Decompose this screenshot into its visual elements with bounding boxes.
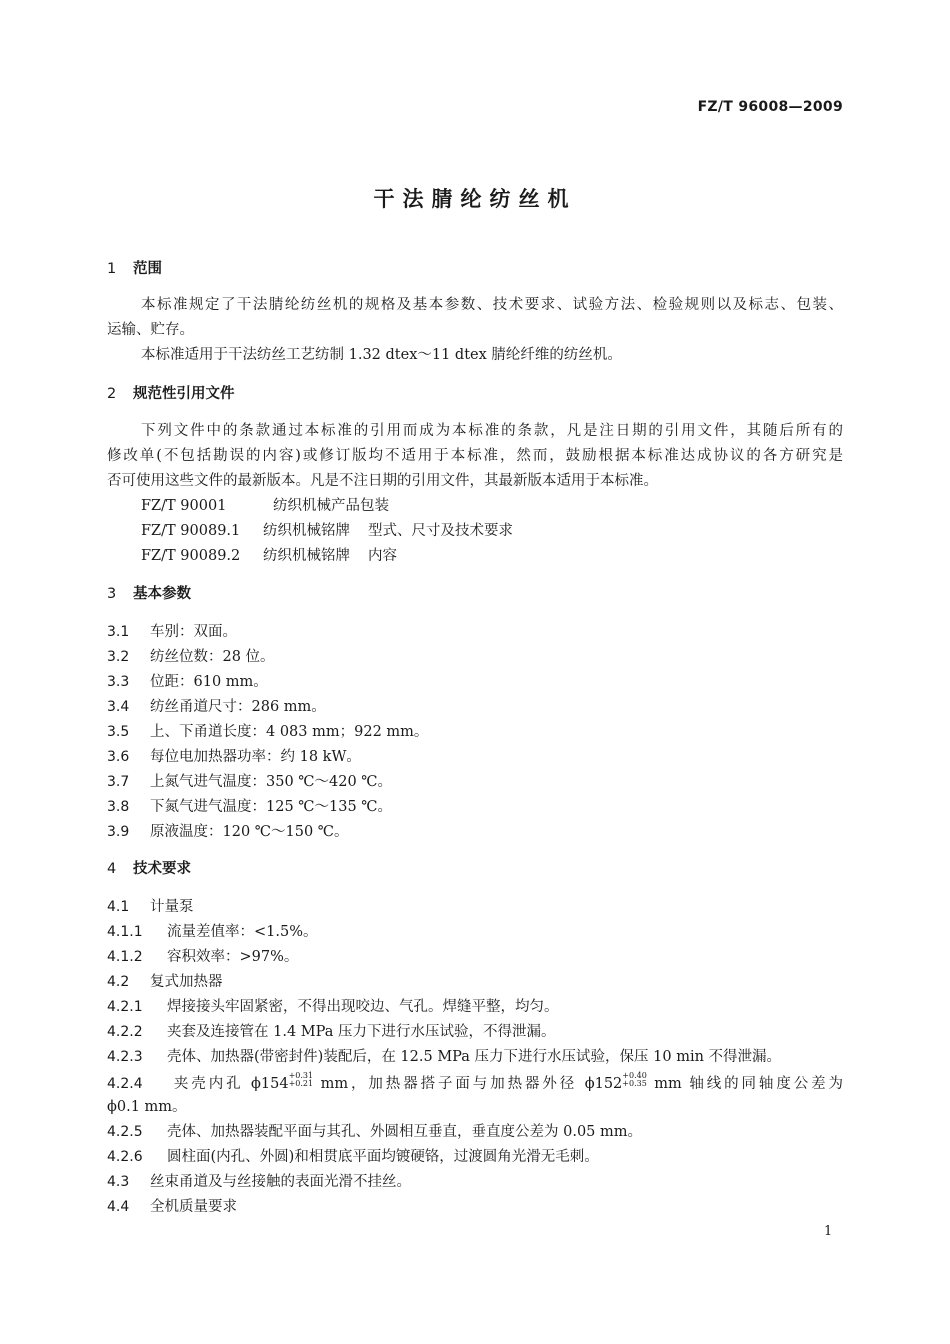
section-title: 范围 <box>133 261 162 277</box>
clause-number: 3.1 <box>107 624 130 640</box>
clause <box>107 997 559 1017</box>
clause-text: 复式加热器 <box>150 974 223 990</box>
tolerance-lower: +0.21 <box>288 1079 314 1088</box>
clause-number: 4.2.3 <box>107 1049 143 1065</box>
clause <box>107 822 349 842</box>
clause-number: 3.2 <box>107 649 130 665</box>
reference-title: 纺织机械铭牌 <box>263 548 350 564</box>
clause-text: 流量差值率：<1.5%。 <box>167 924 318 940</box>
clause <box>107 622 237 642</box>
clause-text: 丝束甬道及与丝接触的表面光滑不挂丝。 <box>150 1174 411 1190</box>
clause-continuation: ϕ0.1 mm。 <box>107 1099 187 1115</box>
tolerance <box>622 1072 647 1088</box>
reference-code: FZ/T 90089.1 <box>141 523 241 539</box>
document-title: 干法腈纶纺丝机 <box>373 187 577 211</box>
clause-number: 4.1.2 <box>107 949 143 965</box>
clause-number: 4.2.4 <box>107 1076 143 1092</box>
clause-text: mm 轴线的同轴度公差为 <box>646 1076 844 1092</box>
clause-number: 4.1.1 <box>107 924 143 940</box>
clause <box>107 947 298 967</box>
clause-number: 3.8 <box>107 799 130 815</box>
clause-number: 4.2.2 <box>107 1024 143 1040</box>
clause-text: 计量泵 <box>150 899 194 915</box>
clause <box>107 1172 411 1192</box>
clause-4-2-4 <box>107 1072 843 1094</box>
clause-number: 3.3 <box>107 674 130 690</box>
clause-number: 4.4 <box>107 1199 130 1215</box>
clause <box>107 797 392 817</box>
clause <box>107 697 326 717</box>
clause <box>107 1047 781 1067</box>
clause <box>107 1197 237 1217</box>
section-title: 基本参数 <box>133 586 191 602</box>
clause <box>107 772 392 792</box>
section-number: 3 <box>107 586 117 602</box>
clause-text: 每位电加热器功率：约 18 kW。 <box>150 749 361 765</box>
clause-number: 4.1 <box>107 899 130 915</box>
clause <box>107 647 275 667</box>
clause <box>107 1122 642 1142</box>
section-number: 4 <box>107 861 117 877</box>
reference-title: 纺织机械产品包装 <box>273 498 389 514</box>
clause-text: 下氮气进气温度：125 ℃～135 ℃。 <box>150 799 393 815</box>
section-1-heading <box>107 259 162 279</box>
clause <box>107 722 428 742</box>
clause-text: 位距：610 mm。 <box>150 674 268 690</box>
clause-text: 壳体、加热器装配平面与其孔、外圆相互垂直，垂直度公差为 0.05 mm。 <box>167 1124 642 1140</box>
clause-number: 3.5 <box>107 724 130 740</box>
clause <box>107 1022 555 1042</box>
paragraph-line: 下列文件中的条款通过本标准的引用而成为本标准的条款，凡是注日期的引用文件，其随后所有的 <box>141 423 843 439</box>
clause-number: 3.4 <box>107 699 130 715</box>
section-2-heading <box>107 384 235 404</box>
standard-code: FZ/T 96008—2009 <box>697 99 843 115</box>
clause-text: 纺丝位数：28 位。 <box>150 649 275 665</box>
page-number: 1 <box>824 1224 833 1239</box>
clause-text: 夹套及连接管在 1.4 MPa 压力下进行水压试验，不得泄漏。 <box>167 1024 556 1040</box>
paragraph-line: 本标准适用于干法纺丝工艺纺制 1.32 dtex～11 dtex 腈纶纤维的纺丝机。 <box>141 347 622 363</box>
reference-item <box>141 521 513 541</box>
reference-item <box>141 546 397 566</box>
section-title: 技术要求 <box>133 861 191 877</box>
clause <box>107 897 194 917</box>
reference-item <box>141 496 389 516</box>
clause-number: 4.3 <box>107 1174 130 1190</box>
clause <box>107 747 361 767</box>
tolerance-lower: +0.35 <box>622 1079 647 1088</box>
clause-text: mm，加热器搭子面与加热器外径 ϕ152 <box>313 1076 623 1092</box>
clause-text: 车别：双面。 <box>150 624 237 640</box>
reference-code: FZ/T 90089.2 <box>141 548 241 564</box>
clause-text: 上氮气进气温度：350 ℃～420 ℃。 <box>150 774 393 790</box>
section-number: 2 <box>107 386 117 402</box>
clause <box>107 672 268 692</box>
paragraph-line: 本标准规定了干法腈纶纺丝机的规格及基本参数、技术要求、试验方法、检验规则以及标志、包装、 <box>141 297 843 313</box>
tolerance <box>289 1072 314 1088</box>
reference-subtitle: 内容 <box>368 548 397 564</box>
section-3-heading <box>107 584 191 604</box>
tolerance-upper: +0.31 <box>288 1071 314 1080</box>
clause-number: 3.6 <box>107 749 130 765</box>
clause-text: 壳体、加热器(带密封件)装配后，在 12.5 MPa 压力下进行水压试验，保压 10 min 不得泄漏。 <box>167 1049 782 1065</box>
clause-number: 3.7 <box>107 774 130 790</box>
clause-text: 夹壳内孔 ϕ154 <box>171 1076 289 1092</box>
section-number: 1 <box>107 261 117 277</box>
clause-number: 4.2.5 <box>107 1124 143 1140</box>
clause-text: 焊接接头牢固紧密，不得出现咬边、气孔。焊缝平整，均匀。 <box>167 999 559 1015</box>
paragraph-line: 修改单(不包括勘误的内容)或修订版均不适用于本标准，然而，鼓励根据本标准达成协议的各方研究是 <box>107 448 843 464</box>
clause-text: 纺丝甬道尺寸：286 mm。 <box>150 699 326 715</box>
reference-code: FZ/T 90001 <box>141 498 227 514</box>
section-title: 规范性引用文件 <box>133 386 235 402</box>
reference-title: 纺织机械铭牌 <box>263 523 350 539</box>
section-4-heading <box>107 859 191 879</box>
clause-text: 原液温度：120 ℃～150 ℃。 <box>150 824 349 840</box>
clause-text: 圆柱面(内孔、外圆)和相贯底平面均镀硬铬，过渡圆角光滑无毛刺。 <box>167 1149 599 1165</box>
clause <box>107 1147 599 1167</box>
clause-number: 4.2.1 <box>107 999 143 1015</box>
clause-number: 4.2 <box>107 974 130 990</box>
clause-number: 4.2.6 <box>107 1149 143 1165</box>
tolerance-upper: +0.40 <box>622 1071 647 1080</box>
clause-text: 容积效率：>97%。 <box>167 949 299 965</box>
clause-number: 3.9 <box>107 824 130 840</box>
clause-text: 全机质量要求 <box>150 1199 237 1215</box>
clause <box>107 972 223 992</box>
paragraph-line: 否可使用这些文件的最新版本。凡是不注日期的引用文件，其最新版本适用于本标准。 <box>107 473 658 489</box>
reference-subtitle: 型式、尺寸及技术要求 <box>368 523 513 539</box>
paragraph-line: 运输、贮存。 <box>107 322 194 338</box>
clause-text: 上、下甬道长度：4 083 mm；922 mm。 <box>150 724 429 740</box>
clause <box>107 922 318 942</box>
